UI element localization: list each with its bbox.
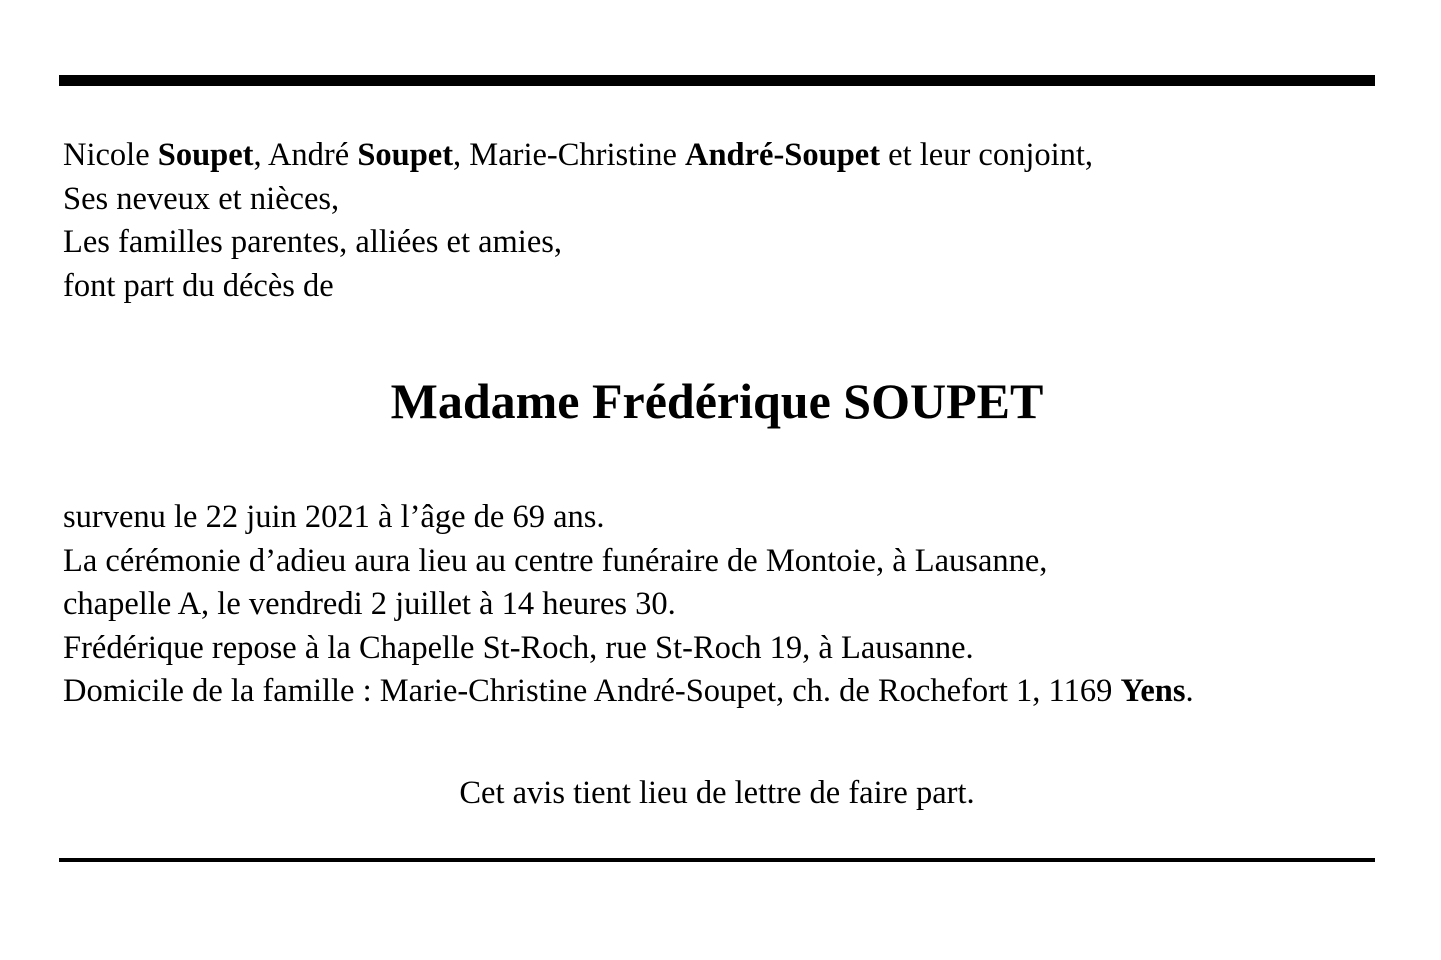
families-line: Les familles parentes, alliées et amies, xyxy=(63,224,563,260)
announcement-intro xyxy=(63,134,1093,308)
death-date-line: survenu le 22 juin 2021 à l’âge de 69 ans. xyxy=(63,499,605,535)
family-address-line: Domicile de la famille : Marie-Christine André-Soupet, ch. de Rochefort 1, 1169 Yens. xyxy=(63,673,1194,709)
surname: André-Soupet xyxy=(685,137,881,173)
town-name: Yens xyxy=(1120,673,1186,709)
family-names-line: Nicole Soupet, André Soupet, Marie-Christine André-Soupet et leur conjoint, xyxy=(63,137,1094,173)
ceremony-time-line: chapelle A, le vendredi 2 juillet à 14 heures 30. xyxy=(63,586,676,622)
surname: Soupet xyxy=(357,137,454,173)
nephews-line: Ses neveux et nièces, xyxy=(63,180,340,217)
bottom-divider xyxy=(59,858,1375,862)
announcement-line: font part du décès de xyxy=(63,267,334,304)
surname: Soupet xyxy=(157,137,254,173)
announcement-details xyxy=(63,496,1194,714)
deceased-name: Madame Frédérique SOUPET xyxy=(390,373,1044,429)
top-divider xyxy=(59,75,1375,86)
ceremony-line: La cérémonie d’adieu aura lieu au centre funéraire de Montoie, à Lausanne, xyxy=(63,542,1048,579)
closing-note: Cet avis tient lieu de lettre de faire part. xyxy=(459,775,975,811)
resting-place-line: Frédérique repose à la Chapelle St-Roch, rue St-Roch 19, à Lausanne. xyxy=(63,629,974,666)
